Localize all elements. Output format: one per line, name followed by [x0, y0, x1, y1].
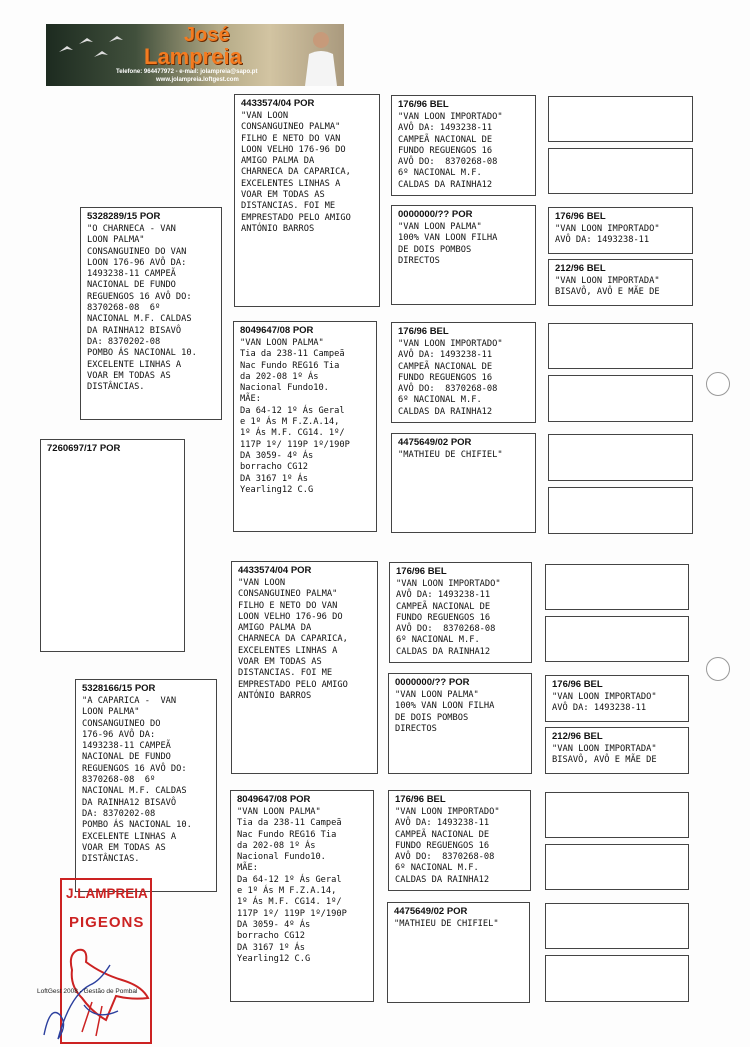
dam-card — [233, 321, 377, 532]
empty-ancestor-card — [545, 844, 689, 890]
ring-number: 176/96 BEL — [398, 99, 449, 110]
punch-hole — [706, 657, 730, 681]
logo-contact-line-1: Telefone: 964477972 - e-mail: jolampreia@sapo.pt — [116, 69, 258, 75]
empty-ancestor-card — [545, 792, 689, 838]
dam-dam-card — [391, 433, 536, 533]
sire-dam-sire-card — [548, 207, 693, 254]
empty-ancestor-card — [545, 616, 689, 662]
empty-ancestor-card — [548, 487, 693, 534]
sire-sire-card — [389, 562, 532, 663]
pigeon-description: "VAN LOON IMPORTADO" AVÔ DA: 1493238-11 CAMPEÃ NACIONAL DE FUNDO REGUENGOS 16 AVÔ DO: 8370268-08 6º NACIONAL M.F. CALDAS DA RAINHA12 — [396, 579, 501, 657]
ring-number: 7260697/17 POR — [47, 443, 121, 454]
pigeon-description: "A CAPARICA - VAN LOON PALMA" CONSANGUINEO DO 176-96 AVÔ DA: 1493238-11 CAMPEÃ NACIONAL DE FUNDO REGUENGOS 16 AVÔ DO: 8370268-08 6º NACIONAL M.F. CALDAS DA RAINHA12 BISAVÔ DA: 8370202-08 POMBO ÁS NACIONAL 10. EXCELENTE LINHAS A VOAR EM TODAS AS DISTÂNCIAS. — [82, 696, 192, 865]
empty-ancestor-card — [548, 96, 693, 142]
sire-sire-card — [391, 95, 536, 196]
loftgest-footer: LoftGest 2008 - Gestão de Pombal — [37, 988, 138, 995]
pigeon-description: "VAN LOON PALMA" Tia da 238-11 Campeã Nac Fundo REG16 Tia da 202-08 1º Ás Nacional Fundo10. MÃE: Da 64-12 1º Ás Geral e 1º Ás M F.Z.A.14, 1º Ás M.F. CG14. 1º/ 117P 1º/ 119P 1º/190P DA 3059- 4º Ás borracho CG12 DA 3167 1º Ás Yearling12 C.G — [240, 338, 350, 495]
pigeon-description: "VAN LOON IMPORTADO" AVÔ DA: 1493238-11 — [552, 692, 657, 714]
empty-ancestor-card — [545, 903, 689, 949]
pigeon-description: "VAN LOON CONSANGUINEO PALMA" FILHO E NETO DO VAN LOON VELHO 176-96 DO AMIGO PALMA DA CHARNECA DA CAPARICA, EXCELENTES LINHAS A VOAR EM TODAS AS DISTANCIAS. FOI ME EMPRESTADO PELO AMIGO ANTÓNIO BARROS — [238, 578, 348, 701]
sire-card — [234, 94, 380, 307]
ring-number: 4475649/02 POR — [394, 906, 468, 917]
ring-number: 5328289/15 POR — [87, 211, 161, 222]
ring-number: 4433574/04 POR — [241, 98, 315, 109]
empty-ancestor-card — [548, 375, 693, 422]
sire-dam-dam-card — [545, 727, 689, 774]
dam-side-pigeon-card — [40, 439, 185, 652]
ring-number: 0000000/?? POR — [395, 677, 470, 688]
pigeon-description: "VAN LOON IMPORTADA" BISAVÔ, AVÔ E MÃE DE — [552, 744, 657, 766]
dam-sire-card — [388, 790, 531, 891]
handwritten-signature — [40, 955, 120, 1045]
sire-card — [231, 561, 378, 774]
sire-dam-sire-card — [545, 675, 689, 722]
stamp-line-1: J.LAMPREIA — [66, 886, 148, 901]
punch-hole — [706, 372, 730, 396]
ring-number: 8049647/08 POR — [240, 325, 314, 336]
ring-number: 5328166/15 POR — [82, 683, 156, 694]
pigeon-description: "VAN LOON IMPORTADO" AVÔ DA: 1493238-11 CAMPEÃ NACIONAL DE FUNDO REGUENGOS 16 AVÔ DO: 8370268-08 6º NACIONAL M.F. CALDAS DA RAINHA12 — [398, 112, 503, 190]
pigeon-description: "VAN LOON IMPORTADO" AVÔ DA: 1493238-11 CAMPEÃ NACIONAL DE FUNDO REGUENGOS 16 AVÔ DO: 8370268-08 6º NACIONAL M.F. CALDAS DA RAINHA12 — [398, 339, 503, 417]
empty-ancestor-card — [545, 955, 689, 1002]
pigeon-description: "MATHIEU DE CHIFIEL" — [398, 450, 503, 460]
pigeon-description: "VAN LOON PALMA" 100% VAN LOON FILHA DE DOIS POMBOS DIRECTOS — [398, 222, 498, 266]
logo-name-first: José — [184, 24, 230, 46]
ring-number: 0000000/?? POR — [398, 209, 473, 220]
flying-pigeons-icon — [54, 32, 134, 72]
sire-dam-card — [388, 673, 532, 774]
pigeon-description: "VAN LOON PALMA" 100% VAN LOON FILHA DE DOIS POMBOS DIRECTOS — [395, 690, 495, 734]
ring-number: 212/96 BEL — [552, 731, 603, 742]
empty-ancestor-card — [548, 434, 693, 481]
ring-number: 212/96 BEL — [555, 263, 606, 274]
pigeon-description: "VAN LOON IMPORTADO" AVÔ DA: 1493238-11 — [555, 224, 660, 246]
subject-pigeon-card — [80, 207, 222, 420]
pigeon-description: "VAN LOON IMPORTADO" AVÔ DA: 1493238-11 CAMPEÃ NACIONAL DE FUNDO REGUENGOS 16 AVÔ DO: 8370268-08 6º NACIONAL M.F. CALDAS DA RAINHA12 — [395, 807, 500, 885]
empty-ancestor-card — [548, 323, 693, 369]
logo-name-last: Lampreia — [144, 44, 242, 69]
jose-lampreia-logo — [46, 24, 344, 86]
breeder-portrait — [301, 24, 341, 86]
ring-number: 4433574/04 POR — [238, 565, 312, 576]
subject-pigeon-card — [75, 679, 217, 892]
ring-number: 8049647/08 POR — [237, 794, 311, 805]
ring-number: 176/96 BEL — [395, 794, 446, 805]
pigeon-description: "MATHIEU DE CHIFIEL" — [394, 919, 499, 929]
pigeon-description: "VAN LOON IMPORTADA" BISAVÔ, AVÔ E MÃE DE — [555, 276, 660, 298]
empty-ancestor-card — [545, 564, 689, 610]
stamp-line-2: PIGEONS — [69, 914, 145, 931]
pigeon-description: "VAN LOON PALMA" Tia da 238-11 Campeã Nac Fundo REG16 Tia da 202-08 1º Ás Nacional Fundo10. MÃE: Da 64-12 1º Ás Geral e 1º Ás M F.Z.A.14, 1º Ás M.F. CG14. 1º/ 117P 1º/ 119P 1º/190P DA 3059- 4º Ás borracho CG12 DA 3167 1º Ás Yearling12 C.G — [237, 807, 347, 964]
ring-number: 176/96 BEL — [398, 326, 449, 337]
empty-ancestor-card — [548, 148, 693, 194]
dam-dam-card — [387, 902, 530, 1003]
dam-sire-card — [391, 322, 536, 423]
ring-number: 176/96 BEL — [552, 679, 603, 690]
sire-dam-card — [391, 205, 536, 305]
ring-number: 176/96 BEL — [396, 566, 447, 577]
logo-contact-line-2: www.jolampreia.loftgest.com — [156, 77, 239, 83]
ring-number: 176/96 BEL — [555, 211, 606, 222]
sire-dam-dam-card — [548, 259, 693, 306]
pigeon-description: "VAN LOON CONSANGUINEO PALMA" FILHO E NETO DO VAN LOON VELHO 176-96 DO AMIGO PALMA DA CHARNECA DA CAPARICA, EXCELENTES LINHAS A VOAR EM TODAS AS DISTANCIAS. FOI ME EMPRESTADO PELO AMIGO ANTÓNIO BARROS — [241, 111, 351, 234]
pigeon-description: "O CHARNECA - VAN LOON PALMA" CONSANGUINEO DO VAN LOON 176-96 AVÔ DA: 1493238-11 CAMPEÃ NACIONAL DE FUNDO REGUENGOS 16 AVÔ DO: 8370268-08 6º NACIONAL M.F. CALDAS DA RAINHA12 BISAVÔ DA: 8370202-08 POMBO ÁS NACIONAL 10. EXCELENTE LINHAS A VOAR EM TODAS AS DISTÂNCIAS. — [87, 224, 197, 393]
dam-card — [230, 790, 374, 1002]
ring-number: 4475649/02 POR — [398, 437, 472, 448]
